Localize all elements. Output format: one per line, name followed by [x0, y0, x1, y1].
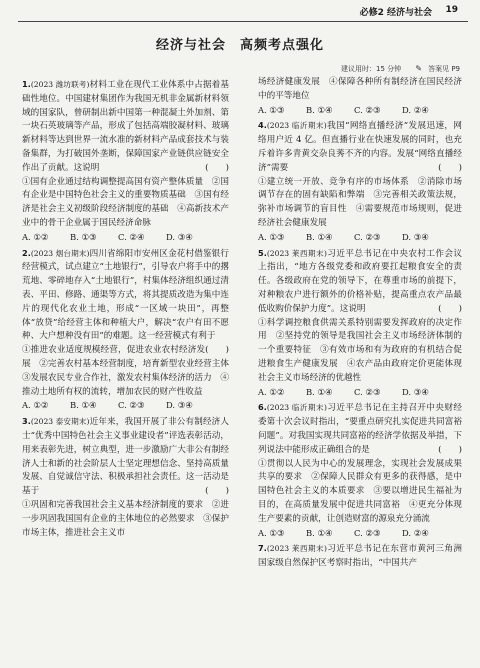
pencil-icon: ✎: [415, 64, 423, 73]
left-column: [22, 78, 238, 542]
question-3-continued: 场经济健康发展 ④保障各种所有制经济在国民经济中的平等地位 A. ①③ B. ①④ C. ②③ D. ②④: [258, 76, 462, 117]
question-1-items: ①国有企业通过结构调整提高国有资产整体质量 ②国有企业是中国特色社会主义的重要物质基础 ③国有经济是社会主义初级阶段经济制度的基础 ④高新技术产业中的骨干企业属于国民经济命脉: [22, 176, 229, 228]
question-5-options: A. ①② B. ①④ C. ②③ D. ③④: [258, 386, 429, 397]
question-2: 2.(2023 烟台期末)四川省绵阳市安州区金花村借鉴银行经营模式，试点建立“土地银行”，引导农户将手中的撂荒地、零碎地存入“土地银行”，村集体经济组织通过清表、平田、修路、通渠等方式，将其提质改造为集中连片的现代化农业土地，形成“一区域一块田”，再整体“放贷”给经营主体和种植大户，解决“农户有田不愿种、大户想种没有田”的难题。这一经营模式有利于 ( ) ①推进农业适度规模经营，促进农业农村经济发展 ②完善农村基本经营制度，培育新型农业经营主体 ③发展农民专业合作社，激发农村集体经济的活力 ④推动土地所有权的流转，增加农民的财产性收益 A. ①② B. ①④ C. ②③ D. ③④: [22, 247, 229, 414]
question-5-items: ①科学调控粮食供需关系特别需要发挥政府的决定作用 ②坚持党的领导是我国社会主义市场经济体制的一个重要特征 ③有效市场和有为政府的有机结合促进粮食生产健康发展 ④农产品由政府定价更能体现社会主义市场经济的优越性: [258, 317, 462, 383]
question-1-options: A. ①② B. ①③ C. ②④ D. ③④: [22, 231, 193, 242]
question-3: 3.(2023 泰安期末)近年来，我国开展了非公有制经济人士“优秀中国特色社会主义事业建设者”评选表彰活动，用来表彰先进，树立典型，进一步激励广大非公有制经济人士和新的社会阶层人士坚定理想信念、坚持高质量发展、自觉诚信守法、积极承担社会责任。这一活动是基于 ( ) ①巩固和完善我国社会主义基本经济制度的要求 ②进一步巩固我国国有企业的主体地位的必然要求 ③保护市场主体，推进社会主义市: [22, 415, 229, 540]
question-5: 5.(2023 莱西期末)习近平总书记在中央农村工作会议上指出，“地方各级党委和政府要扛起粮食安全的责任。各级政府在党的领导下，在尊重市场的前提下，对种粮农户进行额外的价格补贴，提高重点农产品最低收购价保护力度”。这说明 ( ) ①科学调控粮食供需关系特别需要发挥政府的决定作用 ②坚持党的领导是我国社会主义市场经济体制的一个重要特征 ③有效市场和有为政府的有机结合促进粮食生产健康发展 ④农产品由政府定价更能体现社会主义市场经济的优越性 A. ①② B. ①④ C. ②③ D. ③④: [258, 247, 462, 400]
question-2-items: ①推进农业适度规模经营，促进农业农村经济发展 ②完善农村基本经营制度，培育新型农业经营主体 ③发展农民专业合作社，激发农村集体经济的活力 ④推动土地所有权的流转，增加农民的财产性收益: [22, 345, 238, 397]
question-6-items: ①贯彻以人民为中心的发展理念，实现社会发展成果共享的要求 ②保障人民群众有更多的获得感，是中国特色社会主义的本质要求 ③要以增进民生福祉为目的，在高质量发展中促进共同富裕 ④更充分体现生产要素的贡献，让创造财富的源泉充分涌流: [258, 458, 462, 524]
page-header: [0, 0, 480, 22]
question-4-items: ①建立统一开放、竞争有序的市场体系 ②消除市场调节存在的固有缺陷和弊端 ③完善相关政策法规，弥补市场调节的盲目性 ④需要规范市场规则，促进经济社会健康发展: [258, 176, 462, 228]
question-7: 7.(2023 莱西期末)习近平总书记在东营市黄河三角洲国家级自然保护区考察时指出，“中国共产: [258, 543, 462, 569]
meta-line: [335, 64, 460, 74]
question-6: 6.(2023 临沂期末)习近平总书记在主持召开中央财经委第十次会议时指出，“要重点研究扎实促进共同富裕问题”。对我国实现共同富裕的经济学依据及举措，下列说法中能形成正确组合的是 ( ) ①贯彻以人民为中心的发展理念，实现社会发展成果共享的要求 ②保障人民群众有更多的获得感，是中国特色社会主义的本质要求 ③要以增进民生福祉为目的，在高质量发展中促进共同富裕 ④更充分体现生产要素的贡献，让创造财富的源泉充分涌流 A. ①③ B. ①④ C. ②③ D. ②④: [258, 401, 462, 540]
suggested-time: 建议用时：15 分钟: [341, 65, 402, 73]
page-number: 19: [445, 5, 458, 15]
question-4-options: A. ①③ B. ①④ C. ②③ D. ③④: [258, 231, 429, 242]
question-6-options: A. ①③ B. ①④ C. ②③ D. ②④: [258, 527, 429, 538]
right-column: [258, 76, 462, 573]
question-4: 4.(2023 临沂期末)我国“网络直播经济”发展迅速，网络用户近 4 亿。但直播行业在快速发展的同时，也充斥着许多青黄交杂良莠不齐的内容。发展“网络直播经济”需要 ( ) ①建立统一开放、竞争有序的市场体系 ②消除市场调节存在的固有缺陷和弊端 ③完善相关政策法规，弥补市场调节的盲目性 ④需要规范市场规则，促进经济社会健康发展 A. ①③ B. ①④ C. ②③ D. ③④: [258, 119, 462, 244]
question-3-items: ①巩固和完善我国社会主义基本经济制度的要求 ②进一步巩固我国国有企业的主体地位的必然要求 ③保护市场主体，推进社会主义市: [22, 499, 229, 538]
question-2-options: A. ①② B. ①④ C. ②③ D. ③④: [22, 400, 193, 411]
answer-reference: ✎ 答案见 P9: [415, 64, 460, 73]
page-title: 经济与社会 高频考点强化: [155, 38, 324, 53]
section-label: 必修2 经济与社会: [359, 8, 432, 18]
question-3-options: A. ①③ B. ①④ C. ②③ D. ②④: [258, 104, 429, 115]
header-rule: [18, 21, 468, 22]
question-1: 1.(2023 潍坊联考)材料工业在现代工业体系中占据着基础性地位。中国建材集团作为我国无机非金属新材料领域的国家队，曾研制出新中国第一种混凝土外加剂、第一块石英玻璃等产品，形成了包括高端胶凝材料、玻璃新材料等达到世界一流水准的新材料产品成套技术与装备集群，为打破国外垄断，保障国家产业链供应链安全作出了贡献。这说明 ( ) ①国有企业通过结构调整提高国有资产整体质量 ②国有企业是中国特色社会主义的重要物质基础 ③国有经济是社会主义初级阶段经济制度的基础 ④高新技术产业中的骨干企业属于国民经济命脉 A. ①② B. ①③ C. ②④ D. ③④: [22, 78, 229, 245]
